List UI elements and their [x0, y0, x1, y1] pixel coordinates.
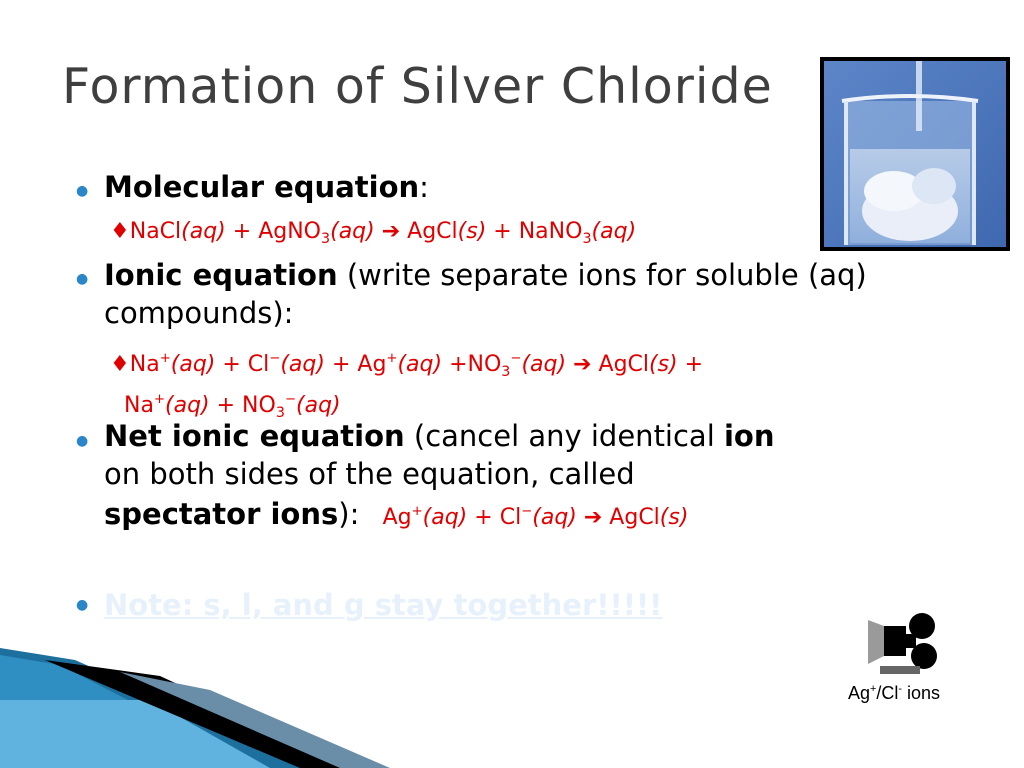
ionic-equation-heading: Ionic equation (write separate ions for soluble (aq) compounds):: [104, 258, 867, 330]
molecular-equation-heading: Molecular equation:: [104, 170, 429, 204]
molecular-equation: ♦NaCl(aq) + AgNO$_3$(aq) ➔ AgCl(s) + NaNO$_3$(aq): [110, 219, 637, 247]
molecular-label: Molecular equation: [104, 170, 420, 204]
arrow-icon: ➔: [583, 505, 603, 530]
ionic-label: Ionic equation: [104, 258, 338, 292]
arrow-icon: ➔: [381, 219, 401, 244]
net-ionic-equation: Ag+(aq) + Cl−(aq) ➔ AgCl(s): [368, 504, 689, 530]
slide-title: Formation of Silver Chloride: [62, 58, 773, 115]
arrow-icon: ➔: [573, 352, 592, 377]
diamond-icon: ♦: [110, 219, 130, 244]
bullet-dot: ●: [76, 271, 89, 287]
bullet-dot: ●: [76, 597, 89, 613]
net-ionic-label: Net ionic equation: [104, 419, 405, 453]
media-caption: Ag+/Cl- ions: [848, 683, 940, 703]
bullet-dot: ●: [76, 433, 89, 449]
diamond-icon: ♦: [110, 352, 130, 377]
note-link[interactable]: Note: s, l, and g stay together!!!!!: [104, 588, 663, 622]
beaker-photo: [820, 57, 1010, 251]
bullet-dot: ●: [76, 183, 89, 199]
ionic-equation: ♦Na+(aq) + $Cl^-(aq) + Ag^+(aq) +NO_3^-(aq)$ ➔ AgCl(s) + $Na^+(aq) + NO_3^-(aq)$: [110, 351, 704, 421]
net-ionic-heading: Net ionic equation (cancel any identical ion on both sides of the equation, called spectator ions): Ag+(aq) + Cl−(aq) ➔ AgCl(s): [104, 419, 775, 531]
movie-camera-icon[interactable]: [866, 612, 940, 678]
